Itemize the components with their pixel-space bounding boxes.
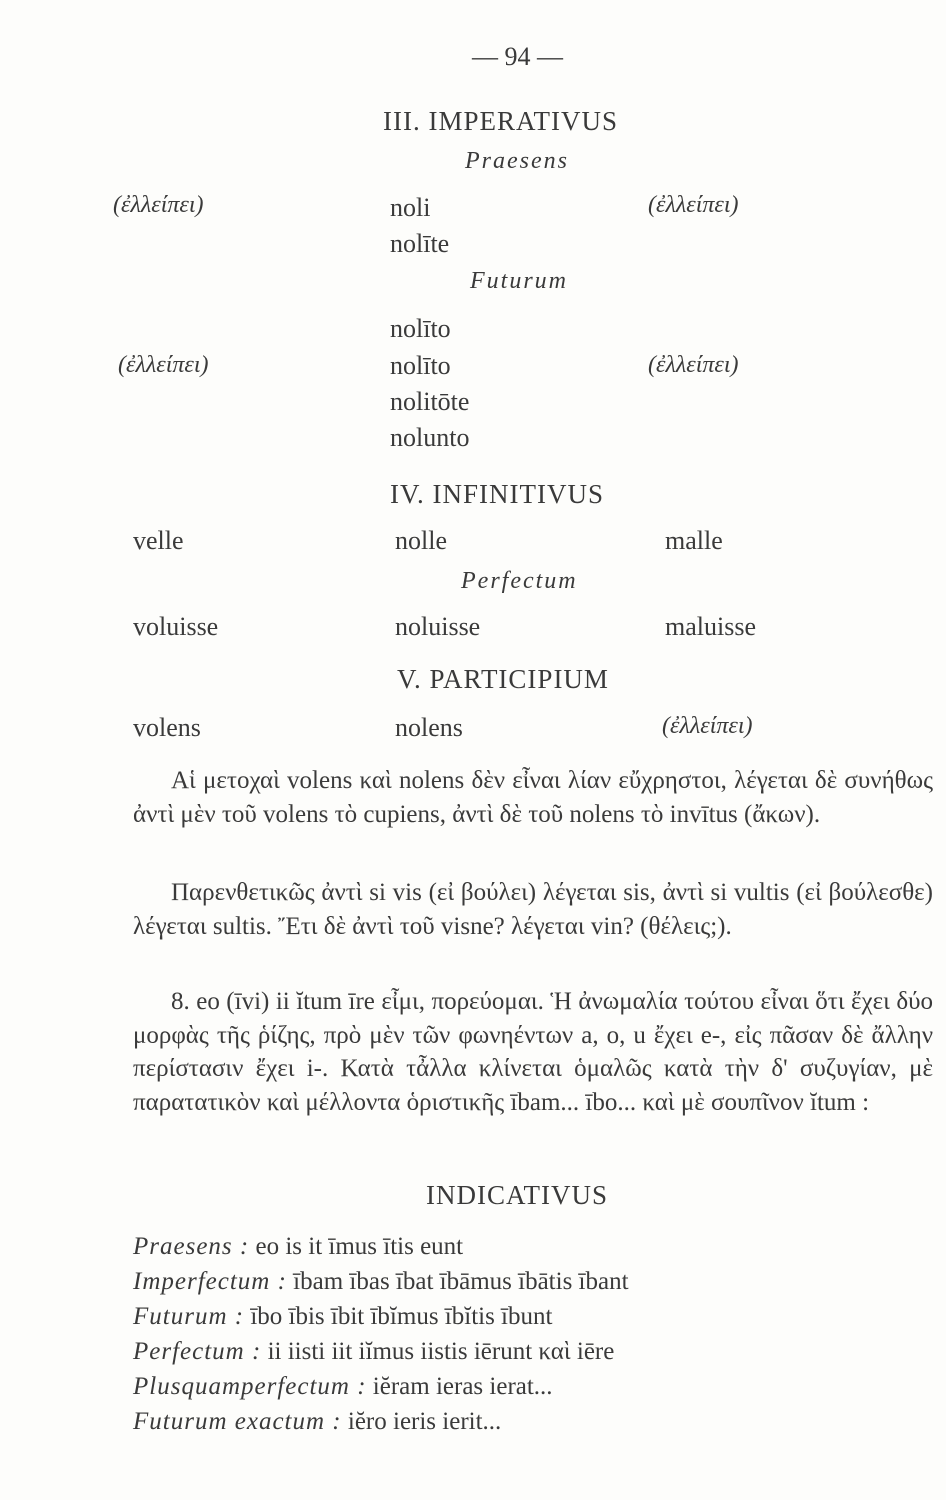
conjugation-row [133, 1303, 552, 1331]
heading-participium: V. PARTICIPIUM [397, 664, 609, 694]
label-praesens: Praesens [465, 148, 569, 174]
infinitive-form: voluisse [133, 612, 219, 641]
tense-forms: ībo ībis ībit ībĭmus ībĭtis ībunt [250, 1303, 553, 1330]
paragraph-text: Παρενθετικῶς ἀντὶ si vis (εἰ βούλει) λέγεται sis, ἀντὶ si vultis (εἰ βούλεσθε) λέγεται sultis. Ἔτι δὲ ἀντὶ τοῦ visne? λέγεται vin? (θέλεις;). [133, 879, 933, 940]
infinitive-form: nolle [395, 526, 447, 555]
infinitive-form: velle [133, 526, 184, 555]
paragraph [133, 876, 933, 943]
lacking-note: (ἐλλείπει) [118, 352, 209, 378]
imperative-form: nolunto [390, 423, 470, 452]
lacking-note: (ἐλλείπει) [648, 352, 739, 378]
heading-infinitivus: IV. INFINITIVUS [390, 479, 604, 509]
conjugation-row [133, 1373, 553, 1401]
tense-label: Futurum : [133, 1303, 245, 1330]
tense-label: Plusquamperfectum : [133, 1373, 367, 1400]
tense-label: Perfectum : [133, 1338, 262, 1365]
tense-forms: ii iisti iit iĭmus iistis iērunt καὶ iēre [267, 1338, 615, 1365]
paragraph [133, 764, 933, 831]
infinitive-form: noluisse [395, 612, 481, 641]
infinitive-form: malle [665, 526, 723, 555]
tense-label: Praesens : [133, 1233, 250, 1260]
paragraph [133, 985, 933, 1119]
label-futurum: Futurum [470, 268, 568, 294]
imperative-form: nolīto [390, 351, 451, 380]
lacking-note: (ἐλλείπει) [648, 192, 739, 218]
page-number: — 94 — [472, 42, 563, 71]
participle-form: nolens [395, 713, 463, 742]
participle-form: volens [133, 713, 201, 742]
imperative-form: nolīto [390, 314, 451, 343]
tense-label: Imperfectum : [133, 1268, 287, 1295]
tense-forms: iĕram ieras ierat... [372, 1373, 553, 1400]
conjugation-row [133, 1408, 501, 1436]
conjugation-row [133, 1233, 463, 1261]
heading-imperativus: III. IMPERATIVUS [383, 106, 618, 136]
tense-forms: eo is it īmus ītis eunt [255, 1233, 464, 1260]
imperative-form: nolitōte [390, 387, 470, 416]
imperative-form: nolīte [390, 229, 450, 258]
paragraph-text: 8. eo (īvi) ii ĭtum īre εἶμι, πορεύομαι. Ἡ ἀνωμαλία τούτου εἶναι ὅτι ἔχει δύο μορφὰς τῆς ῥίζης, πρὸ μὲν τῶν φωνηέντων a, o, u ἔχει e-, εἰς πᾶσαν δὲ ἄλλην περίστασιν ἔχει i-. Κατὰ τἆλλα κλίνεται ὁμαλῶς κατὰ τὴν δ' συζυγίαν, μὲ παρατατικὸν καὶ μέλλοντα ὁριστικῆς ībam... ībo... καὶ μὲ σουπῖνον ĭtum : [133, 988, 933, 1116]
lacking-note: (ἐλλείπει) [662, 713, 753, 739]
paragraph-text: Αἱ μετοχαὶ volens καὶ nolens δὲν εἶναι λίαν εὔχρηστοι, λέγεται δὲ συνήθως ἀντὶ μὲν τοῦ volens τὸ cupiens, ἀντὶ δὲ τοῦ nolens τὸ invītus (ἄκων). [133, 767, 933, 828]
label-perfectum: Perfectum [461, 568, 578, 594]
tense-label: Futurum exactum : [133, 1408, 342, 1435]
conjugation-row [133, 1338, 614, 1366]
lacking-note: (ἐλλείπει) [113, 192, 204, 218]
infinitive-form: maluisse [665, 612, 756, 641]
conjugation-row [133, 1268, 629, 1296]
imperative-form: noli [390, 193, 431, 222]
tense-forms: ībam ības ībat ībāmus ībātis ībant [293, 1268, 629, 1295]
heading-indicativus: INDICATIVUS [426, 1180, 608, 1210]
tense-forms: iĕro ieris ierit... [347, 1408, 502, 1435]
